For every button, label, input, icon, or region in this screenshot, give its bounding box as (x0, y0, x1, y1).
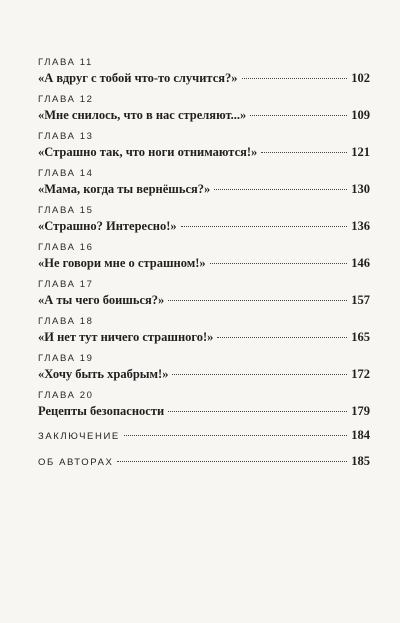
chapter-title: «Мама, когда ты вернёшься?» (38, 182, 211, 196)
chapter-label: ГЛАВА 12 (38, 94, 94, 105)
chapter-title: «А ты чего боишься?» (38, 293, 165, 307)
toc-row (38, 328, 370, 346)
toc-row (38, 180, 370, 198)
dot-leader (214, 189, 347, 190)
toc-entry-conclusion[interactable] (38, 426, 370, 446)
toc-entry-chapter-20[interactable] (38, 389, 370, 420)
page-number: 102 (351, 71, 370, 85)
dot-leader (181, 226, 348, 227)
chapter-title: «Мне снилось, что в нас стреляют...» (38, 108, 247, 122)
toc-entry-chapter-15[interactable] (38, 204, 370, 235)
toc-row (38, 217, 370, 235)
toc-row (38, 291, 370, 309)
page-number: 121 (351, 145, 370, 159)
chapter-title: «Не говори мне о страшном!» (38, 256, 206, 270)
toc-entry-chapter-19[interactable] (38, 352, 370, 383)
chapter-title: «Страшно так, что ноги отнимаются!» (38, 145, 258, 159)
toc-row (38, 365, 370, 383)
dot-leader (250, 115, 347, 116)
page-number: 130 (351, 182, 370, 196)
dot-leader (117, 461, 347, 462)
dot-leader (217, 337, 347, 338)
chapter-label: ГЛАВА 14 (38, 168, 94, 179)
page-number: 172 (351, 367, 370, 381)
dot-leader (168, 300, 347, 301)
page-number: 136 (351, 219, 370, 233)
dot-leader (261, 152, 347, 153)
toc-entry-chapter-13[interactable] (38, 130, 370, 161)
table-of-contents (38, 56, 370, 478)
toc-entry-chapter-16[interactable] (38, 241, 370, 272)
page-number: 179 (351, 404, 370, 418)
toc-entry-chapter-12[interactable] (38, 93, 370, 124)
toc-row (38, 426, 370, 446)
dot-leader (168, 411, 347, 412)
page-number: 165 (351, 330, 370, 344)
section-title: ЗАКЛЮЧЕНИЕ (38, 431, 120, 442)
page-number: 109 (351, 108, 370, 122)
toc-entry-chapter-11[interactable] (38, 56, 370, 87)
chapter-label: ГЛАВА 15 (38, 205, 94, 216)
chapter-title: Рецепты безопасности (38, 404, 165, 418)
toc-entry-chapter-14[interactable] (38, 167, 370, 198)
toc-entry-chapter-17[interactable] (38, 278, 370, 309)
chapter-label: ГЛАВА 13 (38, 131, 94, 142)
chapter-label: ГЛАВА 20 (38, 390, 94, 401)
chapter-label: ГЛАВА 16 (38, 242, 94, 253)
page-number: 146 (351, 256, 370, 270)
chapter-label: ГЛАВА 11 (38, 57, 93, 68)
toc-row (38, 452, 370, 472)
toc-row (38, 143, 370, 161)
toc-row (38, 254, 370, 272)
toc-row (38, 402, 370, 420)
dot-leader (242, 78, 348, 79)
toc-entry-chapter-18[interactable] (38, 315, 370, 346)
page-number: 185 (351, 454, 370, 468)
toc-row (38, 106, 370, 124)
chapter-title: «Хочу быть храбрым!» (38, 367, 169, 381)
dot-leader (124, 435, 347, 436)
page-number: 184 (351, 428, 370, 442)
toc-entry-about-authors[interactable] (38, 452, 370, 472)
chapter-title: «Страшно? Интересно!» (38, 219, 177, 233)
dot-leader (210, 263, 348, 264)
chapter-title: «И нет тут ничего страшного!» (38, 330, 214, 344)
chapter-label: ГЛАВА 18 (38, 316, 94, 327)
dot-leader (172, 374, 347, 375)
chapter-label: ГЛАВА 17 (38, 279, 94, 290)
section-title: ОБ АВТОРАХ (38, 457, 114, 468)
chapter-label: ГЛАВА 19 (38, 353, 94, 364)
page-number: 157 (351, 293, 370, 307)
toc-row (38, 69, 370, 87)
chapter-title: «А вдруг с тобой что-то случится?» (38, 71, 238, 85)
